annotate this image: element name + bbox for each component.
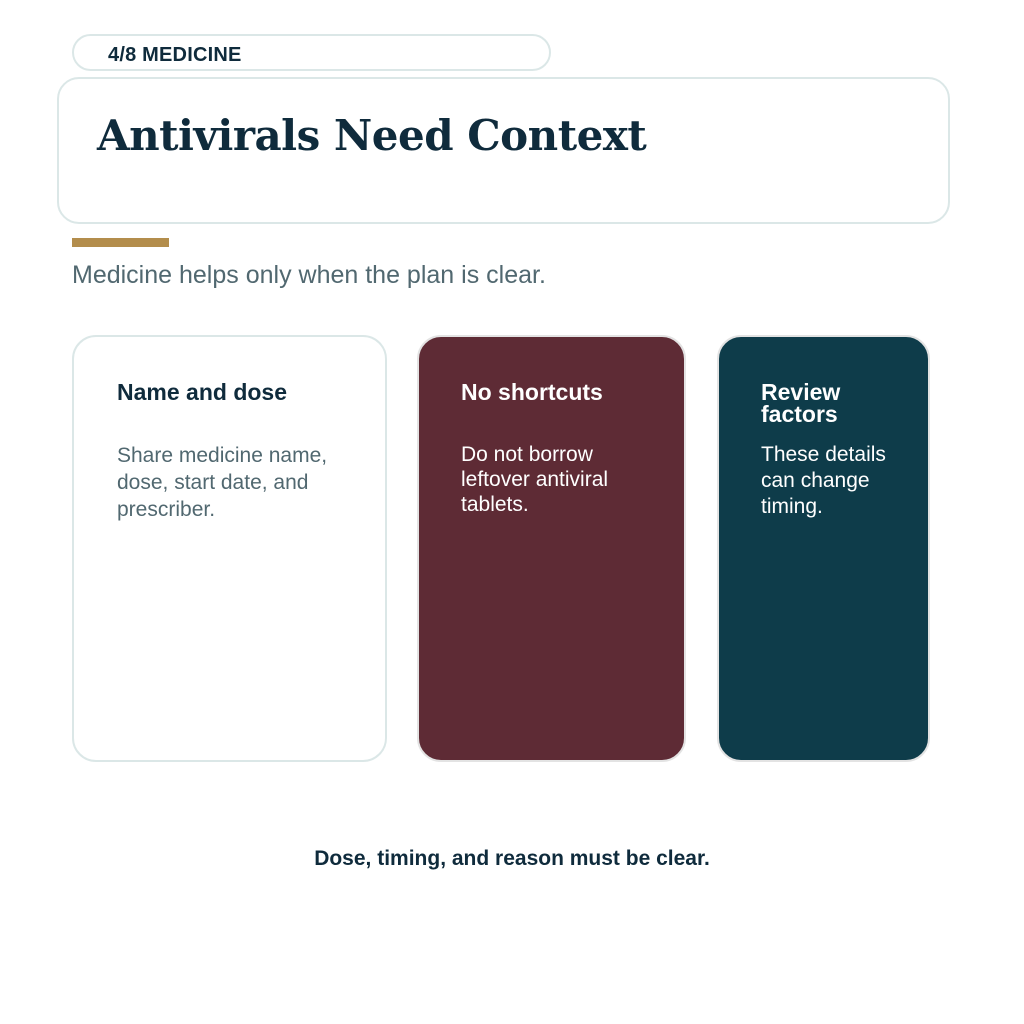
card-title: Name and dose bbox=[117, 379, 287, 405]
card-body: Do not borrow leftover antiviral tablets. bbox=[461, 443, 609, 516]
card-name-and-dose bbox=[72, 335, 387, 762]
card-review-factors bbox=[717, 335, 930, 762]
page-subtitle: Medicine helps only when the plan is clear. bbox=[72, 261, 546, 289]
footer-note: Dose, timing, and reason must be clear. bbox=[314, 847, 710, 870]
title-box bbox=[57, 77, 950, 224]
accent-bar bbox=[72, 238, 169, 247]
card-body: Share medicine name, dose, start date, and prescriber. bbox=[117, 444, 328, 521]
card-body: These details can change timing. bbox=[761, 443, 886, 518]
section-label: 4/8 MEDICINE bbox=[108, 44, 242, 66]
card-title: Review factors bbox=[761, 379, 841, 427]
section-pill bbox=[72, 34, 551, 71]
page-title: Antivirals Need Context bbox=[97, 111, 647, 160]
card-title: No shortcuts bbox=[461, 379, 603, 405]
card-no-shortcuts bbox=[417, 335, 686, 762]
